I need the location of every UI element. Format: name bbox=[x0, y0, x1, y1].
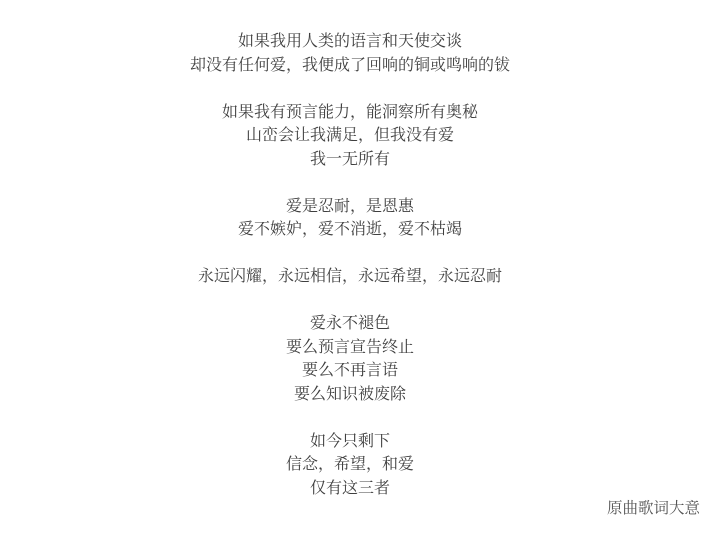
lyric-line: 爱永不褪色 bbox=[309, 315, 390, 332]
lyric-line: 仅有这三者 bbox=[309, 479, 390, 497]
stanza-6 bbox=[0, 430, 700, 501]
lyric-line: 如果我有预言能力，能洞察所有奥秘 bbox=[221, 103, 478, 121]
stanza-5 bbox=[0, 312, 700, 406]
stanza-4 bbox=[0, 265, 700, 289]
lyric-line: 要么预言宣告终止 bbox=[285, 338, 414, 356]
lyric-line: 却没有任何爱，我便成了回响的铜或鸣响的钹 bbox=[189, 56, 510, 74]
lyric-line: 永远闪耀，永远相信，永远希望，永远忍耐 bbox=[197, 268, 502, 285]
lyric-line: 信念，希望，和爱 bbox=[285, 456, 414, 473]
lyric-line: 我一无所有 bbox=[309, 150, 390, 168]
lyric-line: 山峦会让我满足，但我没有爱 bbox=[245, 127, 454, 144]
lyric-line: 要么不再言语 bbox=[301, 362, 398, 379]
stanza-3 bbox=[0, 195, 700, 242]
lyric-line: 爱是忍耐，是恩惠 bbox=[285, 197, 414, 215]
lyric-line: 爱不嫉妒，爱不消逝，爱不枯竭 bbox=[237, 221, 462, 238]
lyric-line: 要么知识被废除 bbox=[293, 385, 406, 403]
footer-note: 原曲歌词大意 bbox=[606, 500, 700, 517]
stanza-1 bbox=[0, 30, 700, 77]
lyric-line: 如果我用人类的语言和天使交谈 bbox=[237, 33, 462, 50]
lyric-line: 如今只剩下 bbox=[309, 432, 390, 450]
stanza-2 bbox=[0, 101, 700, 172]
